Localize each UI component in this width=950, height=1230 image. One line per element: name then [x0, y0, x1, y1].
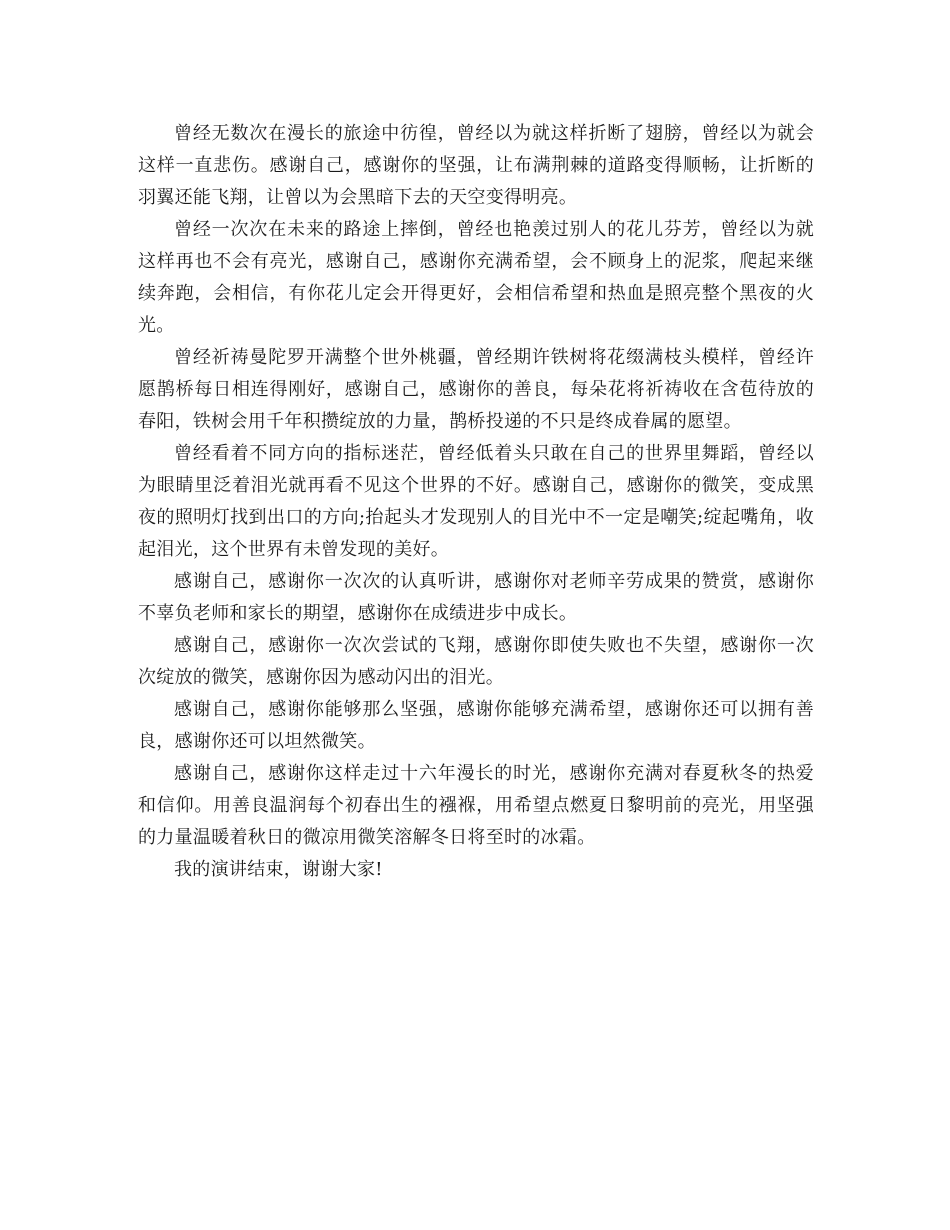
paragraph-2: 曾经一次次在未来的路途上摔倒，曾经也艳羡过别人的花儿芬芳，曾经以为就这样再也不会有亮光，感谢自己，感谢你充满希望，会不顾身上的泥浆，爬起来继续奔跑，会相信，有你花儿定会开得更好，会相信希望和热血是照亮整个黑夜的火光。	[138, 219, 814, 336]
document-body	[138, 118, 814, 886]
paragraph-3: 曾经祈祷曼陀罗开满整个世外桃疆，曾经期许铁树将花缀满枝头模样，曾经许愿鹊桥每日相连得刚好，感谢自己，感谢你的善良，每朵花将祈祷收在含苞待放的春阳，铁树会用千年积攒绽放的力量，鹊桥投递的不只是终成眷属的愿望。	[138, 347, 814, 432]
paragraph-7: 感谢自己，感谢你能够那么坚强，感谢你能够充满希望，感谢你还可以拥有善良，感谢你还可以坦然微笑。	[138, 699, 814, 752]
closing-line: 我的演讲结束，谢谢大家!	[174, 859, 383, 880]
paragraph-6: 感谢自己，感谢你一次次尝试的飞翔，感谢你即使失败也不失望，感谢你一次次绽放的微笑，感谢你因为感动闪出的泪光。	[138, 635, 814, 688]
paragraph-5: 感谢自己，感谢你一次次的认真听讲，感谢你对老师辛劳成果的赞赏，感谢你不辜负老师和家长的期望，感谢你在成绩进步中成长。	[138, 571, 814, 624]
paragraph-1: 曾经无数次在漫长的旅途中彷徨，曾经以为就这样折断了翅膀，曾经以为就会这样一直悲伤。感谢自己，感谢你的坚强，让布满荆棘的道路变得顺畅，让折断的羽翼还能飞翔，让曾以为会黑暗下去的天空变得明亮。	[138, 123, 814, 208]
paragraph-8: 感谢自己，感谢你这样走过十六年漫长的时光，感谢你充满对春夏秋冬的热爱和信仰。用善良温润每个初春出生的襁褓，用希望点燃夏日黎明前的亮光，用坚强的力量温暖着秋日的微凉用微笑溶解冬日将至时的冰霜。	[138, 763, 814, 848]
paragraph-4: 曾经看着不同方向的指标迷茫，曾经低着头只敢在自己的世界里舞蹈，曾经以为眼睛里泛着泪光就再看不见这个世界的不好。感谢自己，感谢你的微笑，变成黑夜的照明灯找到出口的方向;抬起头才发现别人的目光中不一定是嘲笑;绽起嘴角，收起泪光，这个世界有未曾发现的美好。	[138, 443, 814, 560]
